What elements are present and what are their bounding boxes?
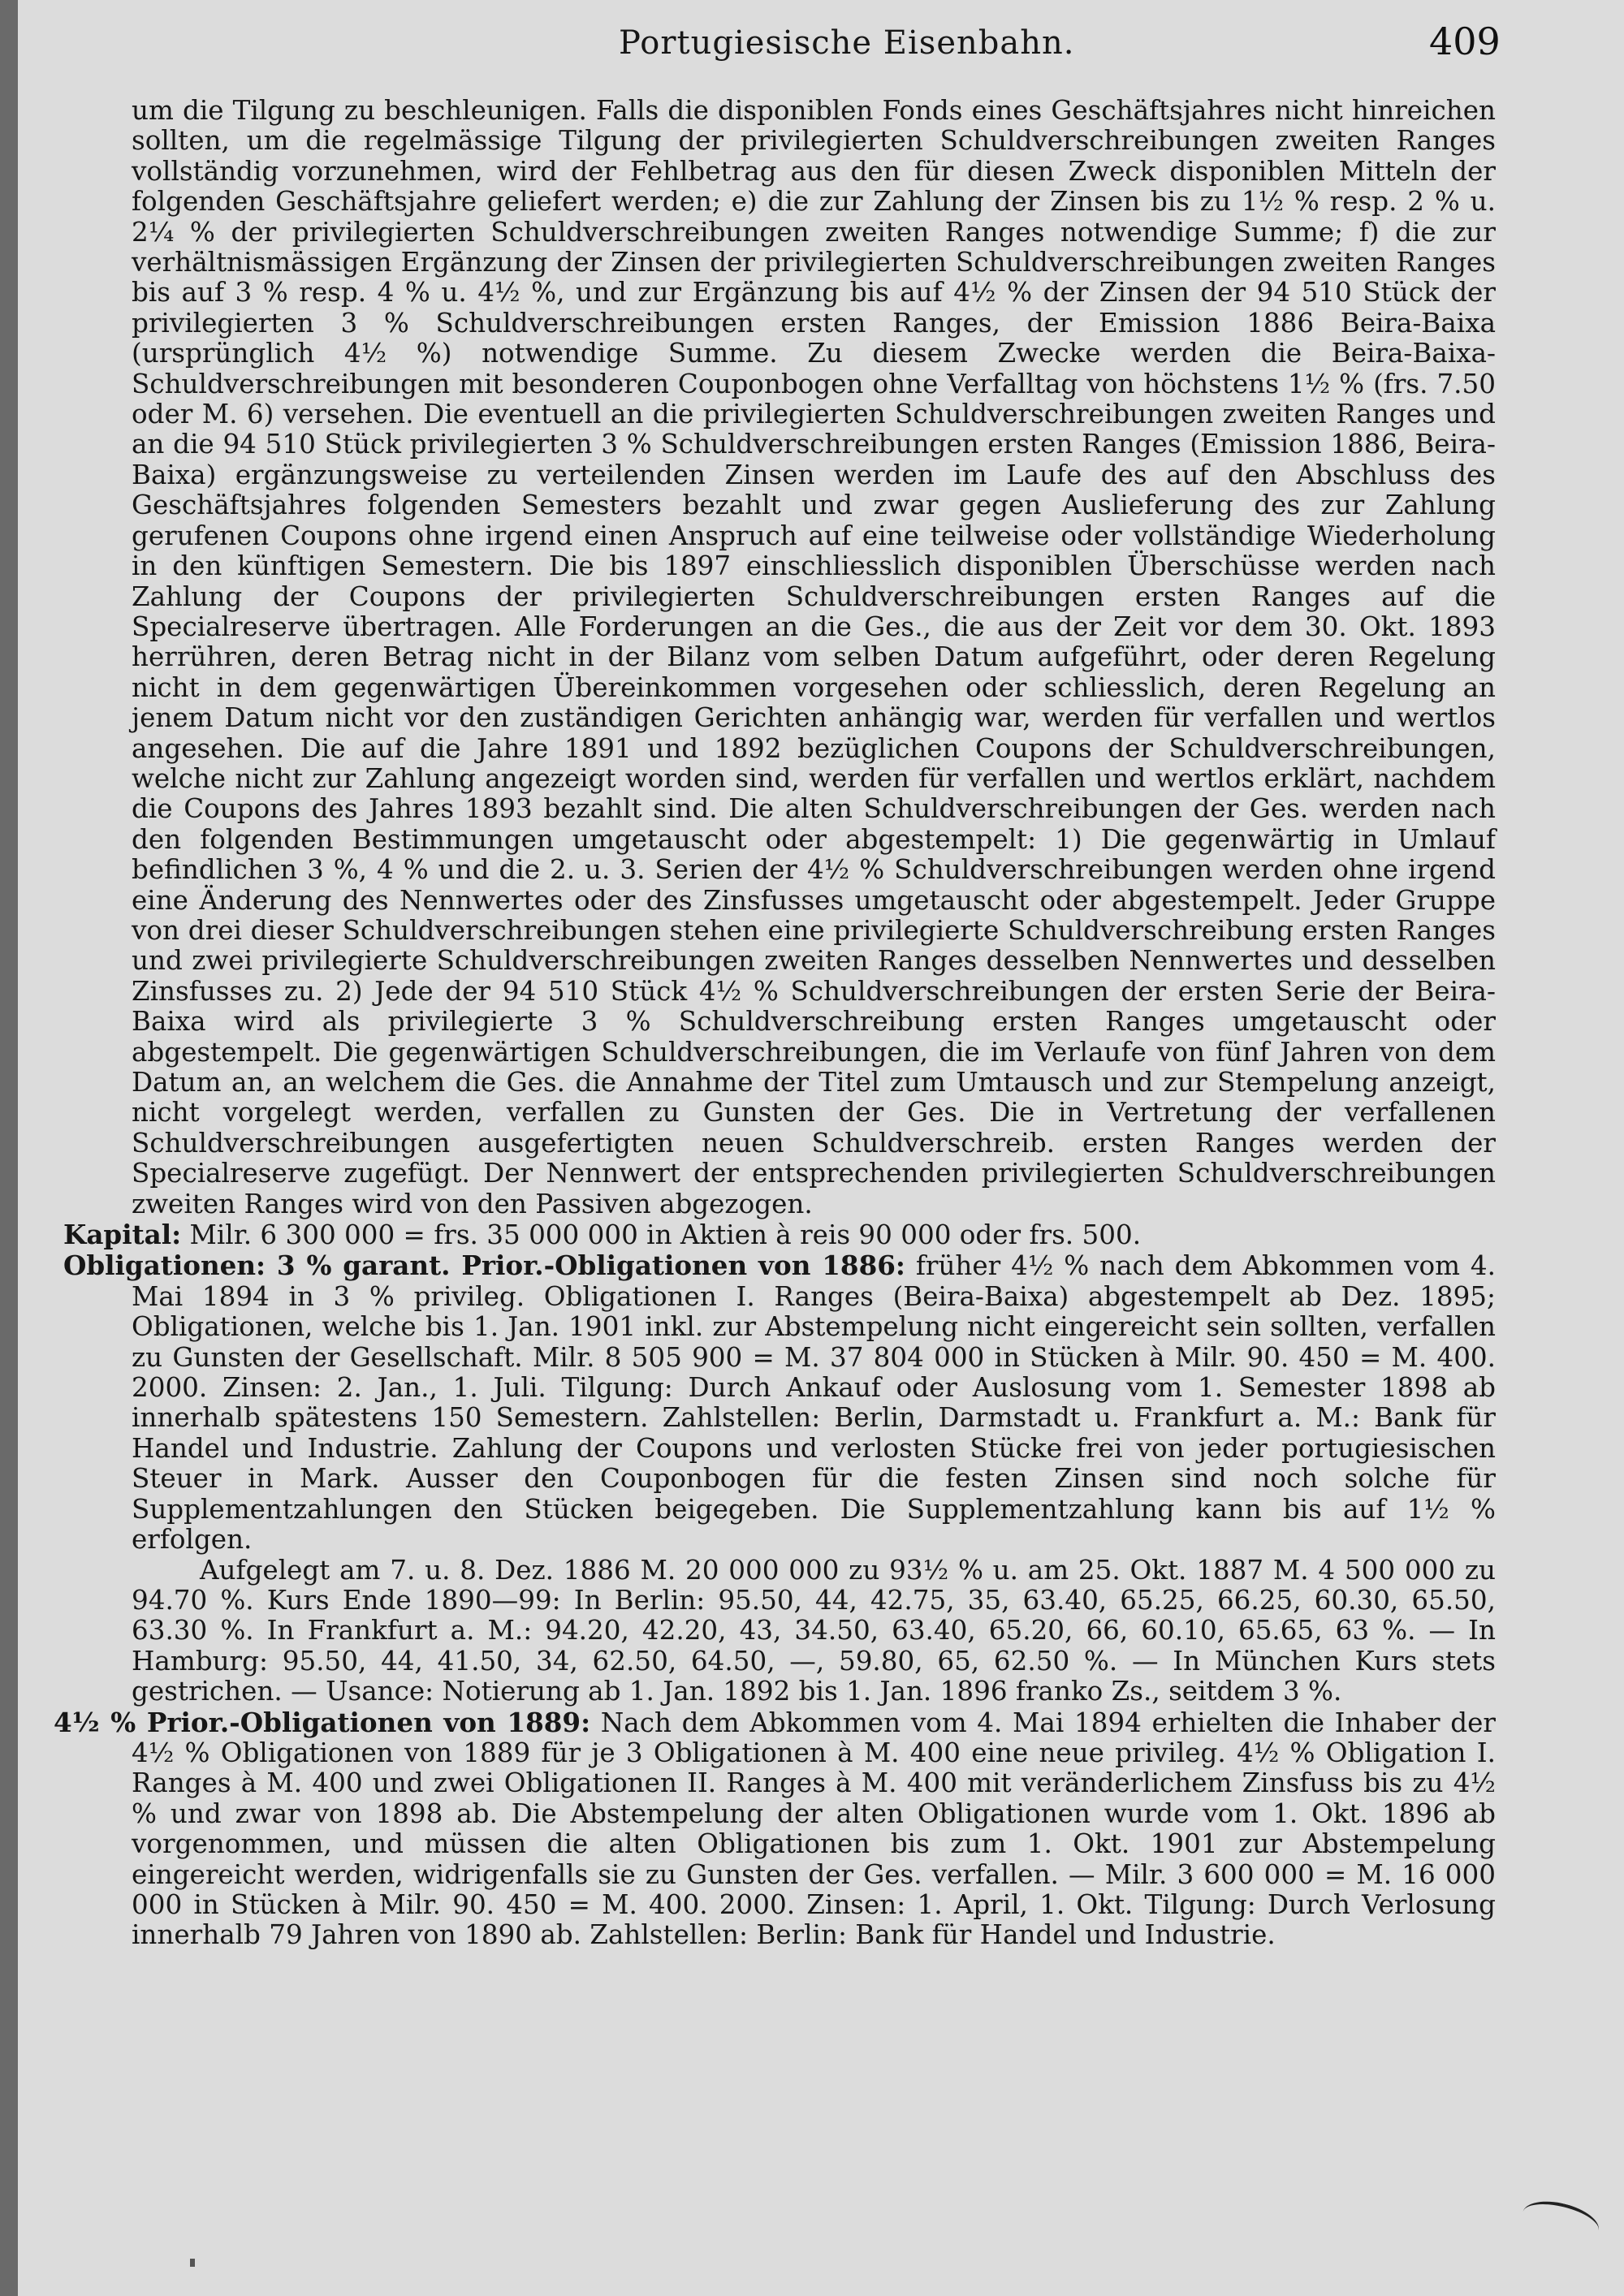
page-number: 409 bbox=[1429, 19, 1501, 63]
obligationen-label: Obligationen: 3 % garant. Prior.-Obligationen von 1886: bbox=[63, 1249, 905, 1282]
kapital-text: Milr. 6 300 000 = frs. 35 000 000 in Aktien à reis 90 000 oder frs. 500. bbox=[189, 1219, 1142, 1251]
aufgelegt-paragraph: Aufgelegt am 7. u. 8. Dez. 1886 M. 20 000 000 zu 93½ % u. am 25. Okt. 1887 M. 4 500 000 zu 94.70 %. Kurs Ende 1890—99: In Berlin: 95.50, 44, 42.75, 35, 63.40, 65.25, 66.25, 60.30, 65.50, 63.30 %. In Frankfurt a. M.: 94.20, 42.20, 43, 34.50, 63.40, 65.20, 66, 60.10, 65.65, 63 %. — In Hamburg: 95.50, 44, 41.50, 34, 62.50, 64.50, —, 59.80, 65, 62.50 %. — In München Kurs stets gestrichen. — Usance: Notierung ab 1. Jan. 1892 bis 1. Jan. 1896 franko Zs., seitdem 3 %. bbox=[132, 1554, 1496, 1707]
kapital-entry bbox=[63, 1219, 1496, 1250]
page-body bbox=[54, 95, 1496, 1951]
obligationen-entry bbox=[63, 1250, 1496, 1555]
continuation-paragraph: um die Tilgung zu beschleunigen. Falls die disponiblen Fonds eines Geschäftsjahres nicht hinreichen sollten, um die regelmässige Tilgung der privilegierten Schuldverschreibungen zweiten Ranges vollständig vorzunehmen, wird der Fehlbetrag aus den für diesen Zweck disponiblen Mitteln der folgenden Geschäftsjahre geliefert werden; e) die zur Zahlung der Zinsen bis zu 1½ % resp. 2 % u. 2¼ % der privilegierten Schuldverschreibungen zweiten Ranges notwendige Summe; f) die zur verhältnismässigen Ergänzung der Zinsen der privilegierten Schuldverschreibungen zweiten Ranges bis auf 3 % resp. 4 % u. 4½ %, und zur Ergänzung bis auf 4½ % der Zinsen der 94 510 Stück der privilegierten 3 % Schuldverschreibungen ersten Ranges, der Emission 1886 Beira-Baixa (ursprünglich 4½ %) notwendige Summe. Zu diesem Zwecke werden die Beira-Baixa-Schuldverschreibungen mit besonderen Couponbogen ohne Verfalltag von höchstens 1½ % (frs. 7.50 oder M. 6) versehen. Die eventuell an die privilegierten Schuldverschreibungen zweiten Ranges und an die 94 510 Stück privilegierten 3 % Schuldverschreibungen ersten Ranges (Emission 1886, Beira-Baixa) ergänzungsweise zu verteilenden Zinsen werden im Laufe des auf den Abschluss des Geschäftsjahres folgenden Semesters bezahlt und zwar gegen Auslieferung des zur Zahlung gerufenen Coupons ohne irgend einen Anspruch auf eine teilweise oder vollständige Wiederholung in den künftigen Semestern. Die bis 1897 einschliesslich disponiblen Überschüsse werden nach Zahlung der Coupons der privilegierten Schuldverschreibungen ersten Ranges auf die Specialreserve übertragen. Alle Forderungen an die Ges., die aus der Zeit vor dem 30. Okt. 1893 herrühren, deren Betrag nicht in der Bilanz vom selben Datum aufgeführt, oder deren Regelung nicht in dem gegenwärtigen Übereinkommen vorgesehen oder schliesslich, deren Regelung an jenem Datum nicht vor den zuständigen Gerichten anhängig war, werden für verfallen und wertlos angesehen. Die auf die Jahre 1891 und 1892 bezüglichen Coupons der Schuldverschreibungen, welche nicht zur Zahlung angezeigt worden sind, werden für verfallen und wertlos erklärt, nachdem die Coupons des Jahres 1893 bezahlt sind. Die alten Schuldverschreibungen der Ges. werden nach den folgenden Bestimmungen umgetauscht oder abgestempelt: 1) Die gegenwärtig in Umlauf befindlichen 3 %, 4 % und die 2. u. 3. Serien der 4½ % Schuldverschreibungen werden ohne irgend eine Änderung des Nennwertes oder des Zinsfusses umgetauscht oder abgestempelt. Jeder Gruppe von drei dieser Schuldverschreibungen stehen eine privilegierte Schuldverschreibung ersten Ranges und zwei privilegierte Schuldverschreibungen zweiten Ranges desselben Nennwertes und desselben Zinsfusses zu. 2) Jede der 94 510 Stück 4½ % Schuldverschreibungen der ersten Serie der Beira-Baixa wird als privilegierte 3 % Schuldverschreibung ersten Ranges umgetauscht oder abgestempelt. Die gegenwärtigen Schuldverschreibungen, die im Verlaufe von fünf Jahren von dem Datum an, an welchem die Ges. die Annahme der Titel zum Umtausch und zur Stempelung anzeigt, nicht vorgelegt werden, verfallen zu Gunsten der Ges. Die in Vertretung der verfallenen Schuldverschreibungen ausgefertigten neuen Schuldverschreib. ersten Ranges werden der Specialreserve zugefügt. Der Nennwert der entsprechenden privilegierten Schuldverschreibungen zweiten Ranges wird von den Passiven abgezogen. bbox=[132, 95, 1496, 1219]
document-page bbox=[18, 0, 1624, 2296]
prior-entry bbox=[54, 1707, 1496, 1951]
prior-text: Nach dem Abkommen vom 4. Mai 1894 erhielten die Inhaber der 4½ % Obligationen von 1889 für je 3 Obligationen à M. 400 eine neue privileg. 4½ % Obligation I. Ranges à M. 400 und zwei Obligationen II. Ranges à M. 400 mit veränderlichem Zinsfuss bis zu 4½ % und zwar von 1898 ab. Die Abstempelung der alten Obligationen wurde vom 1. Okt. 1896 ab vorgenommen, und müssen die alten Obligationen bis zum 1. Okt. 1901 zur Abstempelung eingereicht werden, widrigenfalls sie zu Gunsten der Ges. verfallen. — Milr. 3 600 000 = M. 16 000 000 in Stücken à Milr. 90. 450 = M. 400. 2000. Zinsen: 1. April, 1. Okt. Tilgung: Durch Verlosung innerhalb 79 Jahren von 1890 ab. Zahlstellen: Berlin: Bank für Handel und Industrie. bbox=[132, 1707, 1496, 1951]
running-title: Portugiesische Eisenbahn. bbox=[619, 24, 1075, 62]
obligationen-text: früher 4½ % nach dem Abkommen vom 4. Mai 1894 in 3 % privileg. Obligationen I. Ranges (Beira-Baixa) abgestempelt ab Dez. 1895; Obligationen, welche bis 1. Jan. 1901 inkl. zur Abstempelung nicht eingereicht sein sollten, verfallen zu Gunsten der Gesellschaft. Milr. 8 505 900 = M. 37 804 000 in Stücken à Milr. 90. 450 = M. 400. 2000. Zinsen: 2. Jan., 1. Juli. Tilgung: Durch Ankauf oder Auslosung vom 1. Semester 1898 ab innerhalb spätestens 150 Semestern. Zahlstellen: Berlin, Darmstadt u. Frankfurt a. M.: Bank für Handel und Industrie. Zahlung der Coupons und verlosten Stücke frei von jeder portugiesischen Steuer in Mark. Ausser den Couponbogen für die festen Zinsen sind noch solche für Supplementzahlungen den Stücken beigegeben. Die Supplementzahlung kann bis auf 1½ % erfolgen. bbox=[132, 1250, 1496, 1556]
prior-label: 4½ % Prior.-Obligationen von 1889: bbox=[54, 1706, 591, 1738]
margin-mark bbox=[190, 2259, 195, 2267]
page-header bbox=[18, 18, 1624, 67]
kapital-label: Kapital: bbox=[63, 1219, 182, 1251]
corner-pencil-mark bbox=[1518, 2195, 1603, 2248]
